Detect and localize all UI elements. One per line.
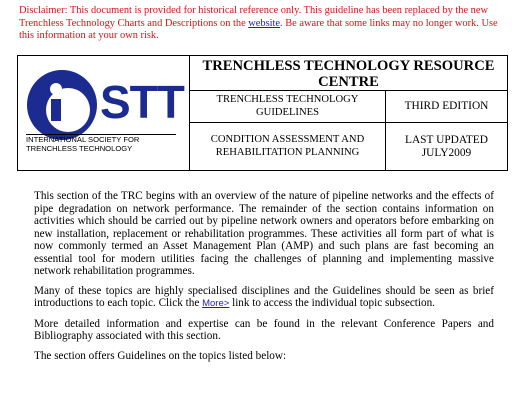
paragraph-topics-list-intro: The section offers Guidelines on the topics listed below:	[34, 349, 287, 362]
last-updated: LAST UPDATED JULY2009	[404, 134, 488, 159]
istt-logo	[18, 56, 190, 170]
logo-caption	[26, 134, 176, 153]
website-link[interactable]: website	[248, 17, 281, 29]
more-link[interactable]: More>	[202, 298, 230, 309]
paragraph-topics: Many of these topics are highly specialised disciplines and the Guidelines should be seen as brief introductions to each topic. Click the More> link to access the individual topic subsection.	[34, 284, 494, 309]
logo-caption-line2: TRENCHLESS TECHNOLOGY	[26, 143, 133, 153]
edition-label: THIRD EDITION	[386, 91, 507, 123]
disclaimer-text-end: . Be aware that some links may no longer work. Use this information at your own risk.	[19, 17, 498, 42]
section-title: CONDITION ASSESSMENT AND REHABILITATION PLANNING	[190, 123, 386, 170]
guidelines-label: TRENCHLESS TECHNOLOGY GUIDELINES	[190, 91, 386, 123]
page-title: TRENCHLESS TECHNOLOGY RESOURCE CENTRE	[190, 56, 507, 91]
logo-ring-icon	[27, 70, 97, 140]
disclaimer-text: Disclaimer: This document is provided for historical reference only. This guideline has been replaced by the new Trenchless Technology Charts and Descriptions on the	[19, 5, 488, 29]
logo-i-dot-icon	[50, 83, 62, 95]
body-content	[34, 190, 494, 369]
header-table	[17, 55, 508, 171]
paragraph-references: More detailed information and expertise can be found in the relevant Conference Papers and Bibliography associated with this section.	[34, 317, 494, 342]
disclaimer	[19, 5, 509, 43]
logo-letters: STT	[100, 76, 184, 128]
paragraph-intro: This section of the TRC begins with an overview of the nature of pipeline networks and the effects of pipe degradation on network performance. The remainder of the section contains information on activities which should be carried out by pipeline network owners and operators before embarking on new installation, replacement or rehabilitation programmes. These activities all form part of what is now commonly termed an Asset Management Plan (AMP) and such plans are fast becoming an essential tool for modern utilities facing the challenges of planning and implementing massive network rehabilitation programmes.	[34, 190, 494, 277]
logo-caption-line1: INTERNATIONAL SOCIETY FOR	[26, 135, 140, 144]
logo-i-stem-icon	[51, 99, 61, 121]
